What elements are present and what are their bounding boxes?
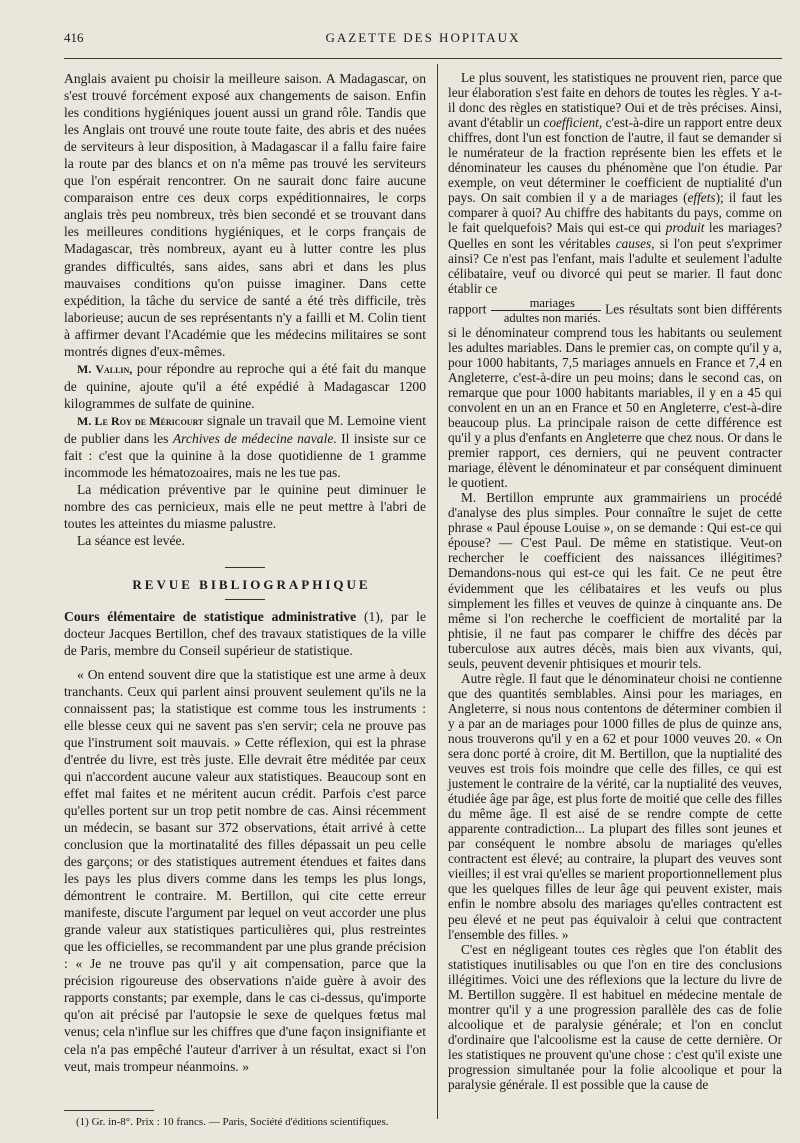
review-heading: Cours élémentaire de statistique administrative (1), par le docteur Jacques Bertillon, chef des travaux statistiques de la ville de Paris, membre du Conseil supérieur de statistique.: [64, 609, 426, 659]
fraction-denominator: adultes non mariés.: [503, 310, 601, 325]
footnote: (1) Gr. in-8°. Prix : 10 francs. — Paris, Société d'éditions scientifiques.: [76, 1116, 389, 1128]
right-paragraph-1: Le plus souvent, les statistiques ne prouvent rien, parce que leur élaboration s'est faite en dehors de toutes les règles. Y a-t-il donc des règles en statistique? Oui et de très précises. Ainsi, avant d'établir un coefficient, c'est-à-dire un rapport entre deux chiffres, dont l'un est fonction de l'autre, il faut se demander si le numérateur de la fraction représente bien les effets et le dénominateur les causes du phénomène que l'on étudie. Par exemple, on veut déterminer le coefficient de nuptialité d'un pays. On sait combien il y a de mariages (effets); il faut les comparer à quoi? Au chiffre des habitants du pays, comme on le fait quelquefois? Mais qui est-ce qui produit les mariages? Quelles en sont les véritables causes, si l'on peut s'exprimer ainsi? Ce n'est pas l'enfant, mais l'adulte et seulement l'adulte célibataire, veuf ou divorcé qui peut se marier. Il faut donc établir ce rapport $\frac{\text{mariages}}{\text{adultes non mariés.}}$ Les résultats sont bien différents si le dénominateur comprend tous les habitants ou seulement les adultes mariables. Dans le premier cas, on compte qu'il y a, pour 1000 habitants, 7,5 mariages annuels en France et 7,4 en Angleterre, c'est-à-dire un peu moins; dans le second cas, on remarque que pour 1000 habitants mariables, il y en a 45 qui convolent en un an en France et 50 en Angleterre, c'est-à-dire beaucoup plus. La principale raison de cette différence est qu'il y a plus d'enfants en Angleterre que chez nous. Or dans le premier rapport, ces derniers, qui ne peuvent contracter mariage, élèvent le dénominateur et par conséquent diminuent le quotient.: [448, 70, 783, 491]
review-title: Cours élémentaire de statistique administrative: [64, 609, 357, 625]
right-paragraph-4: C'est en négligeant toutes ces règles que l'on établit des statistiques inutilisables ou que l'on en tire des conclusions illégitimes. Voici une des réflexions que la lecture du livre de M. Bertillon suggère. Il est habituel en médecine mentale de montrer qu'il y a une progression parallèle des cas de folie alcoolique et de paralysie générale; et l'on en conclut d'ordinaire que l'alcoolisme est la cause de cette dernière. Or les statistiques ne prouvent qu'une chose : c'est qu'il existe une progression simultanée pour la folie alcoolique et pour la paralysie générale. Il est possible que la cause de: [448, 941, 782, 1093]
left-paragraph-le-roy: M. Le Roy de Méricourt signale un travail que M. Lemoine vient de publier dans les Archives de médecine navale. Il insiste sur ce fait : c'est que la quinine à la dose quotidienne de 1 gramme incommode les hématozoaires, mais ne les tue pas.: [64, 412, 427, 481]
header-rule: [64, 58, 782, 59]
column-divider: [437, 64, 438, 1119]
speaker-le-roy: M. Le Roy de Méricourt: [77, 413, 204, 428]
left-column: [64, 70, 426, 1075]
section-title: REVUE BIBLIOGRAPHIQUE: [132, 577, 371, 593]
rapport-label: rapport: [448, 301, 487, 317]
fraction-numerator: mariages: [491, 296, 601, 311]
right-column: [448, 70, 782, 1092]
nuptiality-fraction: [491, 296, 601, 325]
speaker-vallin: M. Vallin,: [77, 361, 133, 376]
left-review-paragraph: « On entend souvent dire que la statistique est une arme à deux tranchants. Ceux qui parlent ainsi prouvent seulement qu'ils ne la connaissent pas; la statistique est comme tous les instruments : elle blesse ceux qui ne savent pas s'en servir; cela ne prouve pas que l'instrument soit mauvais. » Cette réflexion, qui est la phrase d'entrée du livre, est très juste. Elle devrait être méditée par ceux qui n'accordent aucune valeur aux statistiques. Beaucoup sont en effet mal faites et ne méritent aucun crédit. Parfois c'est parce qu'elles portent sur un trop petit nombre de cas. Ainsi récemment un médecin, se basant sur 372 observations, était arrivé à cette conclusion que la mortinatalité des filles dépassait un peu celle des garçons; or des statistiques autrement étendues et faites dans les pays les plus divers comme dans les temps les plus longs, démontrent le contraire. M. Bertillon, qui cite cette erreur manifeste, discute l'argument par lequel on veut accorder une plus grande valeur aux statistiques particulières qui, plus restreintes que les officielles, se recommandent par une plus grande précision : « Je ne trouve pas qu'il y ait compensation, parce que la précision rigoureuse des observations n'aide guère à avoir des rapports constants; par exemple, dans le cas ci-dessus, qu'importe qu'on ait précisé par l'autopsie le sexe de quelques fœtus mal venus; cela n'influe sur les chiffres que d'une façon insignifiante et cela n'a pas empêché l'auteur d'arriver à un résultat, exact si l'on veut, mais trompeur néanmoins. »: [64, 666, 426, 1074]
review-byline: par le docteur Jacques Bertillon, chef des travaux statistiques de la ville de Paris, membre du Conseil supérieur de statistique.: [64, 609, 426, 659]
ornament-rule: [225, 567, 265, 568]
left-paragraph-medication: La médication préventive par le quinine peut diminuer le nombre des cas pernicieux, mais elle ne peut mettre à l'abri de toutes les atteintes du miasme palustre.: [64, 482, 426, 532]
running-head: [64, 30, 782, 52]
right-paragraph-2: M. Bertillon emprunte aux grammairiens un procédé d'analyse des plus simples. Pour connaître le sujet de cette phrase « Paul épouse Louise », on se demande : Qui est-ce qui épouse? — C'est Paul. De même en statistique. Veut-on rechercher le coefficient des naissances illégitimes? Demandons-nous qui est-ce qui les fait. Ce ne peut être évidemment que les célibataires et les veufs ou plus simplement les filles et veuves de quinze à cinquante ans. De même si l'on recherche le coefficient de mortalité par la phtisie, il ne faut pas comparer le chiffre des décès par tuberculose aux autres décès, mais bien aux vivants, qui, seuls, peuvent devenir phtisiques et mourir tels.: [448, 490, 782, 671]
left-paragraph-vallin: M. Vallin, pour répondre au reproche qui a été fait du manque de quinine, ajoute qu'il a été expédié à Madagascar 1200 kilogrammes de sulfate de quinine.: [64, 360, 426, 411]
left-paragraph-1: Anglais avaient pu choisir la meilleure saison. A Madagascar, on s'est trouvé forcément exposé aux changements de saison. Enfin les conditions hygiéniques jouent aussi un grand rôle. Tandis que les Anglais ont trouvé une route toute faite, des abris et des nuées de serviteurs à leur disposition, à Madagascar il a fallu faire faire la route par des blancs et on n'a même pas trouvé les serviteurs que l'on espérait rencontrer. On ne saurait donc faire aucune comparaison entre ces deux corps expéditionnaires, le corps anglais très peu nombreux, très bien secondé et se trouvant dans les meilleures conditions hygiéniques, et le corps français de Madagascar, très nombreux, ayant eu à lutter contre les plus grandes difficultés, sans aides, sans abri et dans les plus mauvaises conditions qu'on puisse imaginer. Dans cette expédition, la tâche du service de santé a été très difficile, très laborieuse; aucun de ses représentants n'y a failli et M. Colin tient à affirmer devant l'Académie que les médecins militaires se sont montrés dignes d'eux-mêmes.: [64, 71, 426, 359]
session-closed: La séance est levée.: [77, 533, 185, 549]
journal-reference: Archives de médecine navale.: [172, 430, 337, 446]
section-rule: [225, 599, 265, 600]
journal-title: GAZETTE DES HOPITAUX: [325, 30, 521, 45]
right-paragraph-3: Autre règle. Il faut que le dénominateur choisi ne contienne que des quantités semblables. Ainsi pour les mariages, en Angleterre, si nous nous contentons de déterminer combien il y a par an de mariages pour 1000 filles de plus de quinze ans, nous trouverons qu'il y en a 62 et pour 1000 veuves 20. « On sera donc porté à croire, dit M. Bertillon, que la nuptialité des veuves est trois fois moindre que celle des filles, ce qui est justement le contraire de la vérité, car la nuptialité des veuves, étudiée âge par âge, est plus forte de moitié que celle des filles du même âge. Il est aisé de se rendre compte de cette apparente contradiction... La plupart des filles sont jeunes et par conséquent le nombre absolu de mariages qu'elles contractent est élevé; au contraire, la plupart des veuves sont vieilles; il est vrai qu'elles se marient proportionnellement plus que les quelques filles de leur âge qui peuvent exister, mais enfin le nombre absolu des mariages qu'elles contractent est peu élevé et ne peut pas équivaloir à celui que contractent l'ensemble des filles. »: [448, 670, 782, 942]
page-number: 416: [64, 30, 84, 45]
footnote-rule: [64, 1110, 154, 1111]
